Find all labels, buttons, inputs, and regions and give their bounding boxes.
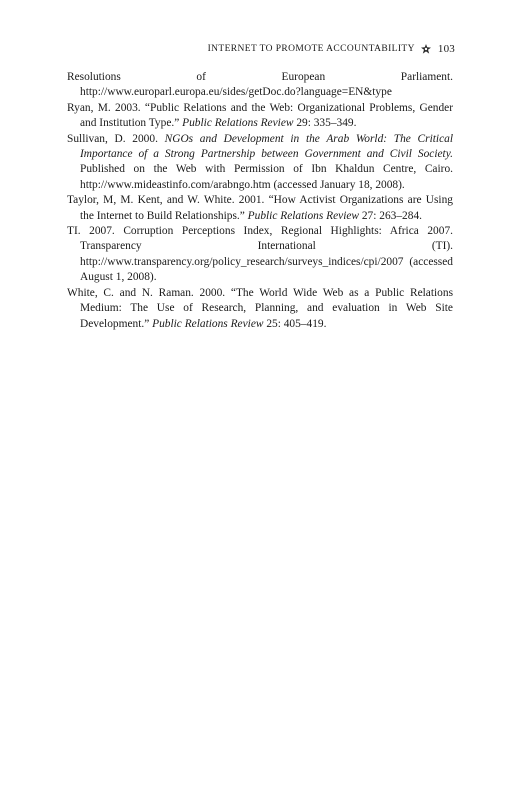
reference-entry [67,132,453,194]
reference-text: Taylor, M, M. Kent, and W. White. 2001. “How Activist Organizations are Using the Internet to Build Relationships.” [67,194,453,222]
page-number: 103 [437,43,455,55]
reference-entry [67,224,453,286]
running-head [208,43,455,55]
reference-text: Sullivan, D. 2000. [67,132,165,145]
reference-text: TI. 2007. Corruption Perceptions Index, Regional Highlights: Africa 2007. Transparency International (TI). http://www.transparency.org/policy_research/surveys_indices/cpi/2007 (accessed August 1, 2008). [67,225,453,284]
running-title: INTERNET TO PROMOTE ACCOUNTABILITY [207,44,415,54]
reference-text: Resolutions of European Parliament. http://www.europarl.europa.eu/sides/getDoc.do?language=EN&type [67,71,453,99]
reference-journal: Public Relations Review [152,317,264,330]
reference-journal: Public Relations Review [247,209,360,222]
reference-details: Published on the Web with Permission of Ibn Khaldun Centre, Cairo. http://www.mideastinfo.com/arabngo.htm (accessed January 18, 2008). [80,163,453,191]
reference-text: Ryan, M. 2003. “Public Relations and the Web: Organizational Problems, Gender and Institution Type.” [67,101,453,130]
reference-entry [67,70,453,101]
reference-list [67,70,453,332]
fleuron-icon [420,43,432,55]
reference-title: NGOs and Development in the Arab World: The Critical Importance of a Strong Partnership between Government and Civil Society. [80,132,453,161]
reference-entry [67,193,453,224]
reference-details: 29: 335–349. [293,117,357,130]
reference-entry [67,286,453,332]
reference-entry [67,101,453,132]
reference-details: 25: 405–419. [263,317,327,330]
reference-details: 27: 263–284. [359,209,422,222]
reference-journal: Public Relations Review [182,117,294,130]
reference-text: White, C. and N. Raman. 2000. “The World Wide Web as a Public Relations Medium: The Use of Research, Planning, and evaluation in Web Site Development.” [67,286,453,330]
